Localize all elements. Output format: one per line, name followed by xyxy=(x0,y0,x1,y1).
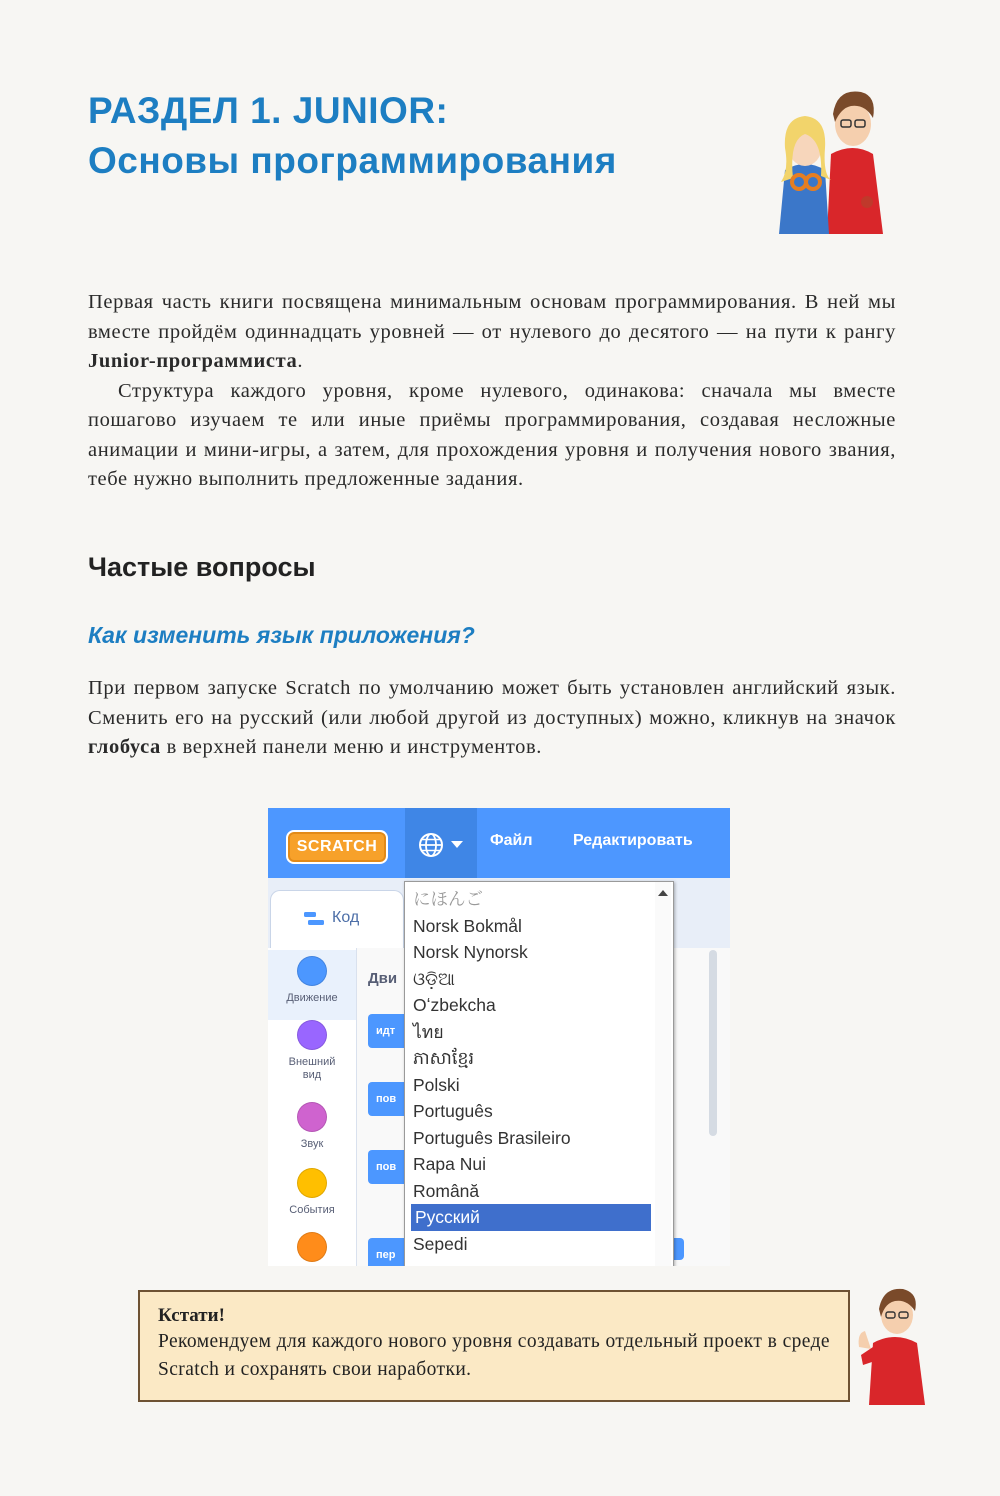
menu-file[interactable]: Файл xyxy=(490,832,533,849)
faq-answer xyxy=(88,674,896,763)
category-looks[interactable] xyxy=(268,1020,356,1082)
language-option[interactable]: Português xyxy=(413,1101,493,1121)
language-option[interactable]: Português Brasileiro xyxy=(413,1127,571,1148)
sound-dot-icon xyxy=(297,1102,327,1132)
tip-text: Рекомендуем для каждого нового уровня создавать отдельный проект в среде Scratch и сохранять свои наработки. xyxy=(158,1331,830,1380)
section-title xyxy=(88,86,617,186)
block-turn-left[interactable]: пов xyxy=(368,1150,408,1184)
scroll-up-arrow-icon[interactable] xyxy=(658,890,668,896)
language-option[interactable]: ଓଡ଼ିଆ xyxy=(413,968,455,989)
section-title-line2: Основы программирования xyxy=(88,140,617,181)
language-option[interactable]: Română xyxy=(413,1180,480,1201)
tip-box xyxy=(138,1290,850,1402)
tab-code-label: Код xyxy=(332,909,360,926)
section-title-line1: РАЗДЕЛ 1. JUNIOR: xyxy=(88,90,449,131)
language-option[interactable]: Norsk Nynorsk xyxy=(413,942,528,962)
tip-title: Кстати! xyxy=(158,1305,225,1326)
category-label: Движение xyxy=(286,992,338,1004)
intro-p1-text: Первая часть книги посвящена минимальным основам программирования. В ней мы вместе пройдём одиннадцать уровней — от нулевого до десятого — на пути к рангу xyxy=(88,291,896,343)
intro-paragraph-1 xyxy=(88,288,896,377)
boy-character-icon xyxy=(855,1285,935,1405)
language-option[interactable]: Sepedi xyxy=(413,1233,468,1254)
category-label: События xyxy=(289,1204,335,1216)
chevron-down-icon[interactable] xyxy=(451,841,463,848)
category-sound[interactable] xyxy=(268,1102,356,1151)
block-turn-right[interactable]: пов xyxy=(368,1082,408,1116)
intro-section xyxy=(88,288,896,495)
language-option[interactable]: ไทย xyxy=(413,1021,444,1042)
language-option[interactable]: Polski xyxy=(413,1074,460,1095)
characters-illustration xyxy=(765,84,893,234)
language-option[interactable]: Rapa Nui xyxy=(413,1154,486,1174)
language-dropdown[interactable] xyxy=(404,881,674,1266)
faq-answer-text: При первом запуске Scratch по умолчанию может быть установлен английский язык. Сменить его на русский (или любой другой из доступных) можно, кликнув на значок xyxy=(88,677,896,729)
scratch-logo[interactable]: SCRATCH xyxy=(286,830,388,864)
looks-dot-icon xyxy=(297,1020,327,1050)
scratch-menu-bar xyxy=(268,808,730,878)
block-move[interactable]: идт xyxy=(368,1014,408,1048)
category-events[interactable] xyxy=(268,1168,356,1217)
blocks-heading: Дви xyxy=(368,970,398,987)
language-option[interactable]: ភាសាខ្មែរ xyxy=(413,1048,475,1068)
intro-paragraph-2: Структура каждого уровня, кроме нулевого, одинакова: сначала мы вместе пошагово изучаем те или иные приёмы программирования, создавая несложные анимации и мини-игры, а затем, для прохождения уровня и получения нового звания, тебе нужно выполнить предложенные задания. xyxy=(88,379,896,490)
category-motion[interactable] xyxy=(268,950,356,1020)
faq-answer-bold: глобуса xyxy=(88,736,161,758)
category-label: Внешний вид xyxy=(288,1056,336,1081)
faq-answer-end: в верхней панели меню и инструментов. xyxy=(160,736,543,758)
faq-heading: Частые вопросы xyxy=(88,552,316,582)
faq-question: Как изменить язык приложения? xyxy=(88,622,475,648)
dropdown-scrollbar[interactable] xyxy=(655,882,671,1266)
blocks-scrollbar[interactable] xyxy=(709,950,717,1136)
globe-icon[interactable] xyxy=(418,832,444,858)
control-dot-icon xyxy=(297,1232,327,1262)
code-tab-icon xyxy=(304,912,324,926)
menu-edit[interactable]: Редактировать xyxy=(573,832,693,849)
events-dot-icon xyxy=(297,1168,327,1198)
intro-p1-end: . xyxy=(297,350,304,372)
intro-p1-bold: Junior-программиста xyxy=(88,350,298,372)
motion-dot-icon xyxy=(297,956,327,986)
language-list xyxy=(411,886,651,1257)
language-option[interactable]: Norsk Bokmål xyxy=(413,915,522,936)
scratch-screenshot xyxy=(268,808,730,1266)
language-option-selected[interactable]: Русский xyxy=(411,1204,651,1231)
language-option[interactable]: Oʻzbekcha xyxy=(413,995,496,1015)
category-control[interactable] xyxy=(268,1232,356,1266)
category-label: Звук xyxy=(300,1138,324,1150)
language-option[interactable]: にほんご xyxy=(413,889,483,909)
block-goto[interactable]: пер xyxy=(368,1238,408,1266)
